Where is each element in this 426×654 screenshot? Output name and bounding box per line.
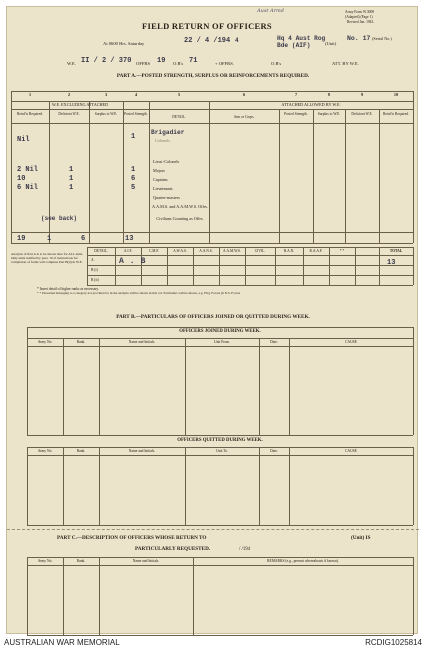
ors-value: 71 <box>189 57 198 65</box>
footnote-1: * Insert detail of higher ranks as necessary. <box>37 287 99 291</box>
analysis-head-other: * * <box>339 249 345 253</box>
we-label: W.E. <box>67 61 77 66</box>
head-surplus-right: Surplus to W.E. <box>317 112 341 116</box>
col-number-9: 9 <box>360 92 364 97</box>
ors-label-2: O.R's <box>271 61 282 66</box>
col-number-5: 5 <box>177 92 181 97</box>
we-value: II / 2 / 370 <box>81 57 132 65</box>
analysis-head-aamws: A.A.M.W.S. <box>223 249 241 253</box>
form-sheet <box>6 6 418 634</box>
attached-allowed: ATTACHED ALLOWED BY W.E. <box>281 102 341 107</box>
part-b-heading: PART B.—PARTICULARS OF OFFICERS JOINED OR QUITTED DURING WEEK. <box>116 314 310 320</box>
detail-brigadier: Brigadier <box>151 129 185 136</box>
detail-civilians: Civilians Counting as Offrs. <box>156 216 204 221</box>
head-posted-right: Posted Strength. <box>284 112 308 116</box>
joined-col-cause: CAUSE <box>345 340 357 344</box>
detail-colonels: Colonels <box>155 138 170 143</box>
detail-quartermasters: Quarter-masters <box>153 195 180 200</box>
col-number-10: 10 <box>393 92 399 97</box>
plus-offrs-label: + OFFRS. <box>215 61 234 66</box>
head-posted-left: Posted Strength. <box>124 112 148 116</box>
offrs-value: 19 <box>157 57 166 65</box>
analysis-row-a: A. <box>91 258 95 262</box>
analysis-head-detail: DETAIL. <box>94 249 108 253</box>
row-majors-posted: 6 <box>131 175 136 183</box>
col-number-7: 7 <box>294 92 298 97</box>
joined-col-rank: Rank. <box>76 340 86 344</box>
head-reinfts-right: Reinf'ts Required. <box>383 112 409 116</box>
footer-right: RCDIG1025814 <box>365 638 422 647</box>
analysis-head-cmf: C.M.F. <box>149 249 159 253</box>
part-a-heading: PART A.—POSTED STRENGTH, SURPLUS OR REINFORCEMENTS REQUIRED. <box>116 73 310 79</box>
offrs-label: OFFRS <box>136 61 151 66</box>
detail-lieutenants: Lieutenants <box>153 186 173 191</box>
analysis-note: Analysis of Part A is to be shown here for ALL units. Only units notified by para. 10 of instructions for completion of forms will complete Part B(ii) in W.E. <box>11 252 84 264</box>
part-c-col-army-no: Army No. <box>37 559 53 563</box>
analysis-row-b1: B (i) <box>91 268 98 272</box>
col-number-8: 8 <box>327 92 331 97</box>
joined-col-army-no: Army No. <box>37 340 53 344</box>
joined-col-date: Date. <box>270 340 278 344</box>
return-date-year: 4 <box>235 37 239 44</box>
analysis-head-aans: A.A.N.S. <box>199 249 213 253</box>
unit-line-1: Hq 4 Aust Rog <box>277 35 326 42</box>
part-c-date-blank: / /194 <box>239 547 251 552</box>
part-c-heading: PART C.—DESCRIPTION OF OFFICERS WHOSE RETURN TO <box>57 535 207 541</box>
analysis-row-b2: B (ii) <box>91 278 99 282</box>
quitted-col-cause: CAUSE <box>345 449 357 453</box>
head-surplus-left: Surplus to W.E. <box>94 112 118 116</box>
joined-col-name: Name and Initials. <box>128 340 156 344</box>
total-posted: 13 <box>125 235 134 243</box>
head-detail: DETAIL. <box>172 115 186 119</box>
part-c-unit-is: (Unit) IS <box>351 535 371 541</box>
analysis-aif-value: A.B <box>119 257 152 266</box>
part-c-col-name: Name and Initials. <box>132 559 160 563</box>
army-form-number: Army Form W.3008 <box>345 10 375 14</box>
att-by-we-label: ATT. BY W.E. <box>332 61 359 66</box>
col-number-4: 4 <box>134 92 138 97</box>
at-label: At 0600 Hrs. Saturday <box>103 41 145 46</box>
quitted-col-army-no: Army No. <box>37 449 53 453</box>
col-number-6: 6 <box>242 92 246 97</box>
part-c-col-rank: Rank. <box>76 559 86 563</box>
row-captains-deficient: 1 <box>69 184 74 192</box>
head-deficient-right: Deficient W.E. <box>351 112 373 116</box>
col-number-3: 3 <box>104 92 108 97</box>
revised-note: Revised Jan. 1943. <box>347 20 375 24</box>
detail-aams: A.A.M.S. and A.A.M.W.S. Offrs. <box>152 204 208 209</box>
col-number-2: 2 <box>67 92 71 97</box>
head-reinfts-left: Reinf'ts Required. <box>17 112 43 116</box>
row-lt-col-deficient: 1 <box>69 166 74 174</box>
form-title: FIELD RETURN OF OFFICERS <box>142 21 272 31</box>
see-back-note: (see back) <box>41 215 78 222</box>
row-lt-col-posted: 1 <box>131 166 136 174</box>
footer-left: AUSTRALIAN WAR MEMORIAL <box>4 638 120 647</box>
part-c-particularly: PARTICULARLY REQUESTED. <box>135 546 211 552</box>
row-captains-reinf: 6 Nil <box>17 184 39 192</box>
ors-label: O.R's <box>173 61 184 66</box>
unit-label: (Unit) <box>325 41 337 46</box>
part-c-col-remarks: REMARKS (e.g., present whereabouts if known). <box>267 559 339 563</box>
analysis-head-civil: CIVIL. <box>254 249 266 253</box>
quitted-col-unit-to: Unit To. <box>216 449 228 453</box>
unit-line-2: Bde (AIF) <box>277 42 311 49</box>
analysis-head-aif: A.I.F. <box>123 249 133 253</box>
joined-col-unit-from: Unit From. <box>214 340 230 344</box>
quitted-title: OFFICERS QUITTED DURING WEEK. <box>177 438 263 443</box>
footnote-2: * * Personnel belonging to a category not provided for in the analysis will be shown in this col. Particulars will be shown, e.g. H.Q. Forces (# N.S. Forces <box>37 291 241 295</box>
row-majors-deficient: 1 <box>69 175 74 183</box>
handwritten-unit: Aust Armd <box>257 8 284 14</box>
detail-captains: Captains <box>153 177 168 182</box>
row-majors-reinf: 10 <box>17 175 26 183</box>
col-number-1: 1 <box>28 92 32 97</box>
analysis-head-total: TOTAL <box>389 249 403 253</box>
row-captains-posted: 5 <box>131 184 136 192</box>
return-date: 22 / 4 /194 <box>184 37 231 45</box>
quitted-col-date: Date. <box>270 449 278 453</box>
analysis-head-ran: R.A.N. <box>283 249 295 253</box>
quitted-col-name: Name and Initials. <box>128 449 156 453</box>
total-deficient: 1 <box>47 235 52 243</box>
row-brigadier-reinf: Nil <box>17 136 30 144</box>
joined-title: OFFICERS JOINED DURING WEEK. <box>179 329 261 334</box>
serial-label: (Serial No.) <box>372 36 392 41</box>
total-reinf: 19 <box>17 235 26 243</box>
we-excluding-attached: W.E. EXCLUDING ATTACHED <box>51 102 109 107</box>
row-lt-col-reinf: 2 Nil <box>17 166 39 174</box>
head-arm-corps: Arm or Corps. <box>233 115 255 119</box>
head-deficient-left: Deficient W.E. <box>58 112 80 116</box>
row-brigadier-posted: 1 <box>131 133 136 141</box>
analysis-total-value: 13 <box>387 259 396 267</box>
detail-majors: Majors <box>153 168 165 173</box>
serial-number: No. 17 <box>347 35 371 42</box>
detail-lieut-colonels: Lieut.-Colonels <box>153 159 180 164</box>
quitted-col-rank: Rank. <box>76 449 86 453</box>
analysis-head-awas: A.W.A.S. <box>173 249 187 253</box>
total-surplus: 6 <box>81 235 86 243</box>
analysis-head-raaf: R.A.A.F. <box>309 249 323 253</box>
adapted-note: (Adapted) (Page 1) <box>345 15 373 19</box>
